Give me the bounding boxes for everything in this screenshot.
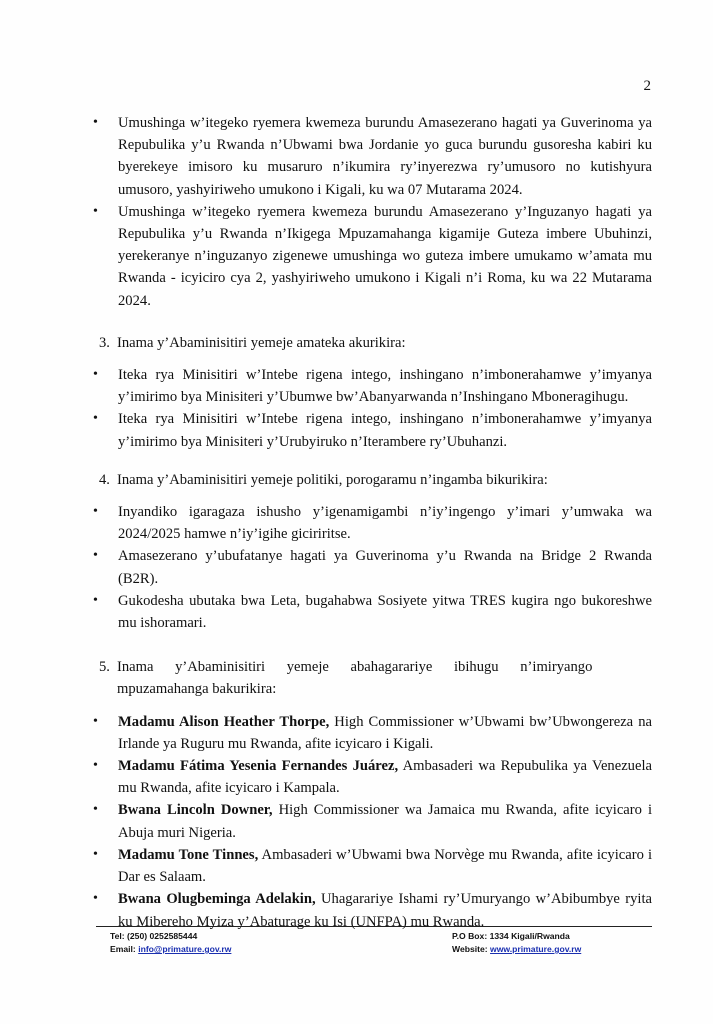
bullet-icon: • [93, 504, 98, 520]
person-name: Madamu Tone Tinnes, [118, 846, 259, 863]
person-name: Madamu Alison Heather Thorpe, [118, 713, 330, 730]
section-heading [96, 332, 652, 354]
section-3 [93, 332, 652, 453]
section-5-list [93, 711, 652, 933]
list-item: • Madamu Tone Tinnes, Ambasaderi w’Ubwami bwa Norvège mu Rwanda, afite icyicaro i Dar es Salaam. [96, 844, 652, 888]
website-link[interactable]: www.primature.gov.rw [490, 944, 582, 954]
section-heading-text: Inama y’Abaminisitiri yemeje abahagarariye ibihugu n’imiryango mpuzamahanga bakurikira: [117, 659, 593, 698]
top-bullet-list [93, 112, 652, 312]
bullet-icon: • [93, 367, 98, 383]
bullet-icon: • [93, 203, 98, 219]
list-item: • Bwana Lincoln Downer, High Commissioner wa Jamaica mu Rwanda, afite icyicaro i Abuja muri Nigeria. [96, 799, 652, 843]
section-number: 3. [99, 334, 110, 351]
bullet-icon: • [93, 115, 98, 130]
bullet-icon: • [93, 758, 98, 774]
footer-email-line: Email: info@primature.gov.rw [110, 944, 232, 954]
document-body [93, 112, 652, 933]
bullet-icon: • [93, 802, 98, 818]
person-name: Bwana Lincoln Downer, [118, 802, 273, 819]
list-item: • Umushinga w’itegeko ryemera kwemeza burundu Amasezerano hagati ya Guverinoma ya Repubulika y’u Rwanda n’Ubwami bwa Jordanie yo guca burundu gusoresha kabiri ku byerekeye imisoro ku musaruro n’ikumira ry’inyerezwa ry’umusoro no kutishyura umusoro, yashyiriweho umukono i Kigali, ku wa 07 Mutarama 2024. [96, 112, 652, 201]
section-heading [96, 469, 652, 491]
section-4-list [93, 501, 652, 634]
list-item: • Amasezerano y’ubufatanye hagati ya Guverinoma y’u Rwanda na Bridge 2 Rwanda (B2R). [96, 545, 652, 589]
list-item: • Inyandiko igaragaza ishusho y’igenamigambi n’iy’ingengo y’imari y’umwaka wa 2024/2025 hamwe n’iy’igihe giciriritse. [96, 501, 652, 545]
list-item: • Madamu Fátima Yesenia Fernandes Juárez, Ambasaderi wa Repubulika ya Venezuela mu Rwanda, afite icyicaro i Kampala. [96, 755, 652, 799]
list-item: • Bwana Olugbeminga Adelakin, Uhagarariye Ishami ry’Umuryango w’Abibumbye ryita ku Mibereho Myiza y’Abaturage ku Isi (UNFPA) mu Rwanda. [96, 888, 652, 932]
person-name: Madamu Fátima Yesenia Fernandes Juárez, [118, 758, 399, 775]
section-number: 4. [99, 471, 110, 488]
page-footer [96, 926, 652, 956]
list-item: • Iteka rya Minisitiri w’Intebe rigena intego, inshingano n’imbonerahamwe y’imyanya y’imirimo bya Minisiteri y’Ubumwe bw’Abanyarwanda n’Inshingano Mboneragihugu. [96, 364, 652, 408]
list-item: • Madamu Alison Heather Thorpe, High Commissioner w’Ubwami bw’Ubwongereza na Irlande ya Ruguru mu Rwanda, afite icyicaro i Kigali. [96, 711, 652, 755]
footer-contact [96, 930, 231, 956]
email-link[interactable]: info@primature.gov.rw [138, 944, 232, 954]
footer-tel: Tel: (250) 0252585444 [110, 931, 198, 941]
list-item: • Iteka rya Minisitiri w’Intebe rigena intego, inshingano n’imbonerahamwe y’imyanya y’imirimo bya Minisiteri y’Urubyiruko n’Iterambere ry’Ubuhanzi. [96, 408, 652, 452]
section-number: 5. [99, 659, 110, 676]
section-heading-text: Inama y’Abaminisitiri yemeje politiki, porogaramu n’ingamba bikurikira: [117, 471, 548, 488]
section-4 [93, 469, 652, 634]
bullet-icon: • [93, 713, 98, 729]
section-5 [93, 656, 652, 932]
footer-pobox: P.O Box: 1334 Kigali/Rwanda [452, 931, 570, 941]
footer-address [452, 930, 652, 956]
person-name: Bwana Olugbeminga Adelakin, [118, 891, 316, 908]
bullet-icon: • [93, 592, 98, 608]
list-item: • Umushinga w’itegeko ryemera kwemeza burundu Amasezerano y’Inguzanyo hagati ya Repubulika y’u Rwanda n’Ikigega Mpuzamahanga kigamije Guteza imbere Ubuhinzi, yerekeranye n’inguzanyo zigenewe umushinga wo guteza imbere umukamo w’amata mu Rwanda - icyiciro cya 2, yashyiriweho umukono i Kigali n’i Roma, ku wa 22 Mutarama 2024. [96, 201, 652, 312]
bullet-icon: • [93, 411, 98, 427]
bullet-icon: • [93, 891, 98, 907]
bullet-icon: • [93, 846, 98, 862]
section-heading-text: Inama y’Abaminisitiri yemeje amateka akurikira: [117, 334, 406, 351]
bullet-icon: • [93, 548, 98, 564]
footer-website-line: Website: www.primature.gov.rw [452, 944, 582, 954]
list-item: • Gukodesha ubutaka bwa Leta, bugahabwa Sosiyete yitwa TRES kugira ngo bukoreshwe mu ishoramari. [96, 590, 652, 634]
section-heading [96, 656, 652, 700]
section-3-list [93, 364, 652, 453]
page-number: 2 [643, 78, 651, 94]
